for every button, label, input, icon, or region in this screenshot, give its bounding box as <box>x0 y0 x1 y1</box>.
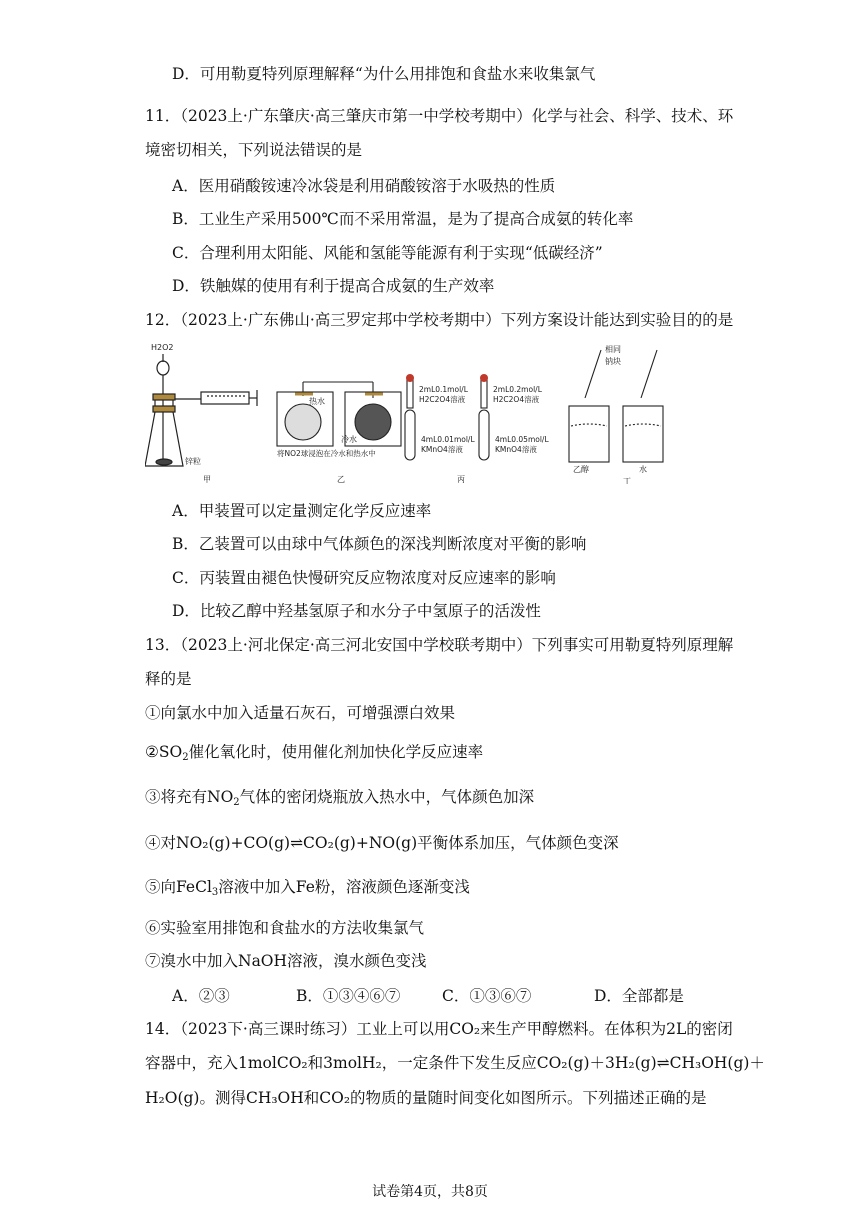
apparatus-yi <box>277 382 401 484</box>
yi-caption: 乙 <box>337 475 345 484</box>
q12-option-d: D．比较乙醇中羟基氢原子和水分子中氢原子的活泼性 <box>172 602 541 620</box>
apparatus-jia <box>145 343 257 484</box>
q11-option-c: C．合理利用太阳能、风能和氢能等能源有利于实现“低碳经济” <box>172 244 603 262</box>
q11-option-b: B．工业生产采用500℃而不采用常温，是为了提高合成氨的转化率 <box>172 210 634 228</box>
bing-right-bot-2: KMnO4溶液 <box>495 445 537 454</box>
bing-left-top-2: H2C2O4溶液 <box>419 395 466 404</box>
q12-apparatus-figure <box>145 338 685 484</box>
q12-stem: 12．（2023上·广东佛山·高三罗定邦中学校考期中）下列方案设计能达到实验目的的是 <box>145 311 734 329</box>
q11-stem-line2: 境密切相关，下列说法错误的是 <box>145 141 363 159</box>
ding-right-label: 水 <box>639 465 647 474</box>
q11-option-d: D．铁触媒的使用有利于提高合成氨的生产效率 <box>172 277 495 295</box>
bing-right-bot-1: 4mL0.05mol/L <box>495 435 549 444</box>
q13-option-a: A．②③ <box>172 987 230 1005</box>
q10-option-d: D．可用勒夏特列原理解释“为什么用排饱和食盐水来收集氯气 <box>172 65 596 83</box>
apparatus-ding <box>569 344 663 484</box>
bing-caption: 丙 <box>457 475 465 484</box>
yi-note: 将NO2球浸泡在冷水和热水中 <box>277 449 376 458</box>
page-footer: 试卷第4页，共8页 <box>372 1184 488 1200</box>
q13-stem-line2: 释的是 <box>145 670 192 688</box>
bing-right-top-1: 2mL0.2mol/L <box>493 385 542 394</box>
bing-right-top-2: H2C2O4溶液 <box>493 395 540 404</box>
yi-cold-label: 冷水 <box>341 435 357 444</box>
yi-hot-label: 热水 <box>309 397 325 406</box>
q13-item-3: ③将充有$NO_2$气体的密闭烧瓶放入热水中，气体颜色加深 <box>145 788 535 808</box>
q12-option-a: A．甲装置可以定量测定化学反应速率 <box>172 502 432 520</box>
q12-option-b: B．乙装置可以由球中气体颜色的深浅判断浓度对平衡的影响 <box>172 535 587 553</box>
q14-line1: 14．（2023下·高三课时练习）工业上可以用CO₂来生产甲醇燃料。在体积为2L的密闭 <box>145 1020 733 1038</box>
bing-left-bot-1: 4mL0.01mol/L <box>421 435 475 444</box>
ding-note-1: 相同 <box>605 345 621 354</box>
apparatus-bing <box>405 374 549 484</box>
q14-line2: 容器中，充入1molCO₂和3molH₂，一定条件下发生反应CO₂(g)＋3H₂(g)⇌CH₃OH(g)＋ <box>145 1054 765 1072</box>
q14-line3: H₂O(g)。测得CH₃OH和CO₂的物质的量随时间变化如图所示。下列描述正确的是 <box>145 1089 707 1107</box>
q13-stem-line1: 13．（2023上·河北保定·高三河北安国中学校联考期中）下列事实可用勒夏特列原理解 <box>145 636 734 654</box>
q13-item-6: ⑥实验室用排饱和食盐水的方法收集氯气 <box>145 919 425 937</box>
q13-option-d: D．全部都是 <box>594 987 684 1005</box>
q13-options <box>172 984 732 1004</box>
ding-caption: 丁 <box>623 477 631 484</box>
jia-reagent: H2O2 <box>151 343 174 352</box>
bing-left-bot-2: KMnO4溶液 <box>421 445 463 454</box>
q13-option-b: B．①③④⑥⑦ <box>296 987 401 1005</box>
q13-item-2: $②SO_2$催化氧化时，使用催化剂加快化学反应速率 <box>145 743 484 763</box>
bing-left-top-1: 2mL0.1mol/L <box>419 385 468 394</box>
q13-option-c: C．①③⑥⑦ <box>442 987 532 1005</box>
ding-left-label: 乙醇 <box>573 465 589 474</box>
q13-item-5: ⑤向FeCl$_3$溶液中加入Fe粉，溶液颜色逐渐变浅 <box>145 878 470 898</box>
q13-item-7: ⑦溴水中加入NaOH溶液，溴水颜色变浅 <box>145 952 427 970</box>
jia-label: 锌粒 <box>185 457 201 466</box>
ding-note-2: 钠块 <box>605 357 621 366</box>
jia-caption: 甲 <box>203 475 211 484</box>
q11-stem-line1: 11．（2023上·广东肇庆·高三肇庆市第一中学校考期中）化学与社会、科学、技术、环 <box>145 107 734 125</box>
q11-option-a: A．医用硝酸铵速冷冰袋是利用硝酸铵溶于水吸热的性质 <box>172 177 556 195</box>
q12-option-c: C．丙装置由褪色快慢研究反应物浓度对反应速率的影响 <box>172 569 556 587</box>
q13-item-1: ①向氯水中加入适量石灰石，可增强漂白效果 <box>145 704 456 722</box>
q13-item-4: ④对NO₂(g)+CO(g)⇌CO₂(g)+NO(g)平衡体系加压，气体颜色变深 <box>145 834 619 852</box>
